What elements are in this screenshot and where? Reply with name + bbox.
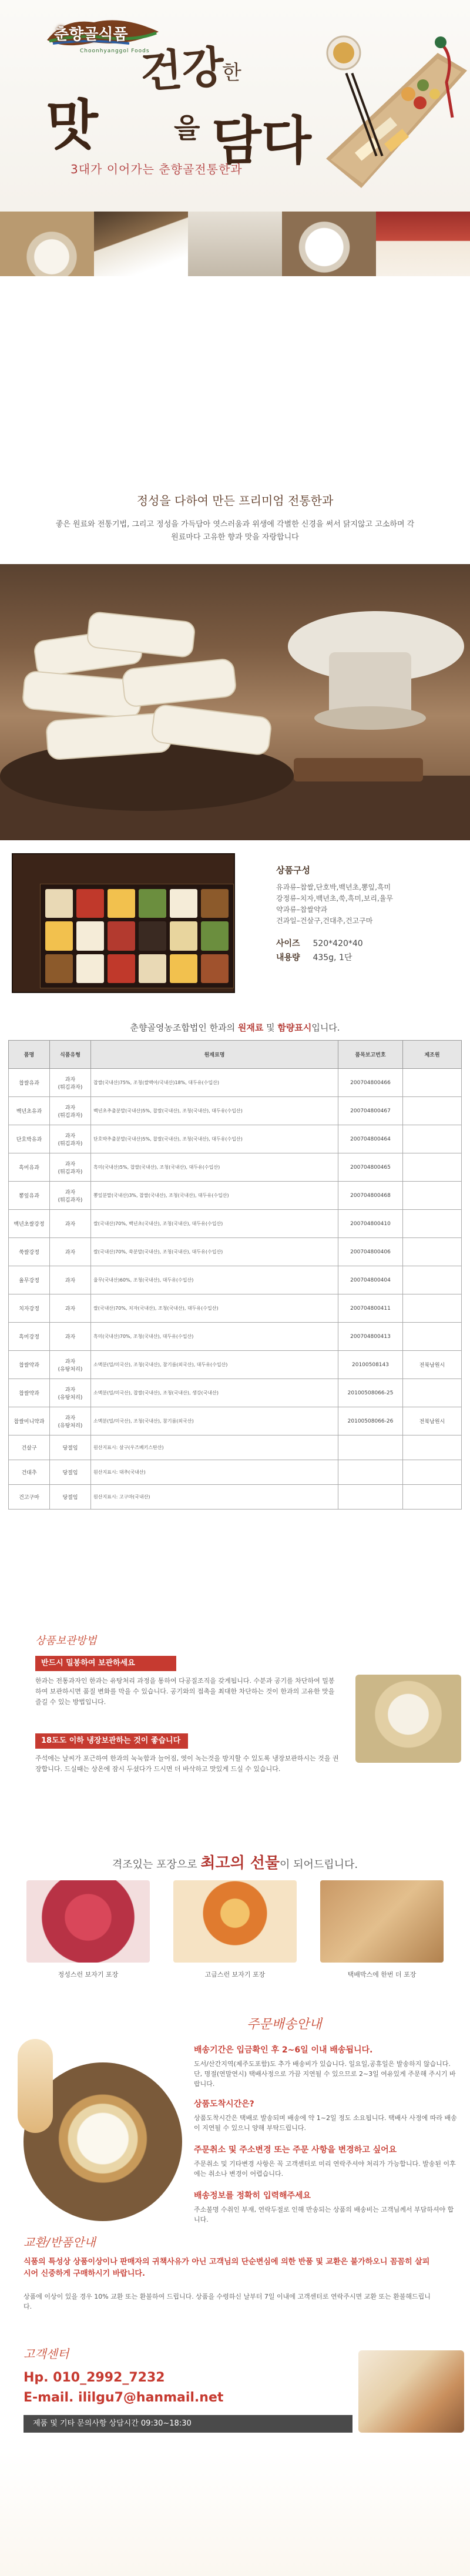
- table-cell: 건고구마: [9, 1485, 50, 1510]
- delivery-block: [194, 2144, 458, 2179]
- wrapping-caption: 고급스런 보자기 포장: [204, 1971, 266, 1978]
- table-cell: 원산지표시: 고구마(국내산): [91, 1485, 338, 1510]
- gift-box-contents: [40, 884, 234, 988]
- table-cell: 흑미유과: [9, 1153, 50, 1182]
- table-cell: [338, 1435, 403, 1460]
- table-cell: 당절임: [50, 1485, 91, 1510]
- table-cell: 흑미(국내산)70%, 조청(국내산), 대두유(수입산): [91, 1323, 338, 1351]
- column-header: 원재료명: [91, 1041, 338, 1069]
- column-header: 품명: [9, 1041, 50, 1069]
- contact-hours-bar: 제품 및 기타 문의사항 상담시간 09:30~18:30: [24, 2415, 352, 2433]
- delivery-block-heading: 배송정보를 정확히 입력해주세요: [194, 2191, 311, 2201]
- table-row: [9, 1351, 462, 1379]
- table-row: [9, 1182, 462, 1210]
- size-value: 520*420*40: [313, 939, 363, 948]
- table-row: [9, 1435, 462, 1460]
- gift-box-image: [12, 853, 235, 993]
- table-cell: [403, 1153, 462, 1182]
- hero-photo-strip: [0, 212, 470, 276]
- contact-section: [0, 2339, 470, 2576]
- column-header: 제조원: [403, 1041, 462, 1069]
- table-cell: 소맥분(밀/미국산), 조청(국내산), 참기름(외국산): [91, 1407, 338, 1435]
- table-cell: 뽕잎유과: [9, 1182, 50, 1210]
- storage-section: [0, 1610, 470, 1998]
- table-cell: 찹쌀유과: [9, 1069, 50, 1097]
- table-cell: 과자 (튀김과자): [50, 1182, 91, 1210]
- delivery-block-text: 주문취소 및 기타변경 사항은 꼭 고객센터로 미리 연락주셔야 처리가 가능합니다. 발송된 이후에는 취소나 변경이 어렵습니다.: [194, 2160, 456, 2178]
- table-cell: 20100508143: [338, 1351, 403, 1379]
- wrapping-title-part: 격조있는 포장으로: [112, 1859, 201, 1871]
- wrapping-image-3: [320, 1880, 444, 1963]
- table-row: [9, 1323, 462, 1351]
- table-row: [9, 1153, 462, 1182]
- column-header: 품목보고번호: [338, 1041, 403, 1069]
- table-cell: [403, 1435, 462, 1460]
- table-row: [9, 1460, 462, 1485]
- table-cell: 찹쌀약과: [9, 1379, 50, 1407]
- storage-label: 상품보관방법: [35, 1635, 97, 1647]
- intro-title: 정성을 다하여 만든 프리미엄 전통한과: [136, 494, 334, 508]
- delivery-block-text: 도서/산간지역(제주도포함)도 추가 배송비가 있습니다. 일요일,공휴일은 발송하지 않습니다. 단, 명절(연말연시) 택배사정으로 가끔 지연될 수 있으므로 2~3일 여유있게 주문해 주시기 바랍니다.: [194, 2060, 456, 2088]
- wrapping-title-highlight: 최고의 선물: [200, 1854, 280, 1872]
- table-row: [9, 1266, 462, 1294]
- table-cell: 건대추: [9, 1460, 50, 1485]
- photo-dough: [188, 212, 282, 276]
- table-cell: 소맥분(밀/미국산), 조청(국내산), 참기름(외국산), 대두유(수입산): [91, 1351, 338, 1379]
- table-cell: 쌀(국내산)70%, 치자(국내산), 조청(국내산), 대두유(수입산): [91, 1294, 338, 1323]
- info-title-part: 입니다.: [311, 1022, 340, 1033]
- table-cell: 건살구: [9, 1435, 50, 1460]
- info-title-highlight: 원재료: [237, 1022, 264, 1033]
- table-cell: 쌀(국내산)70%, 쑥분말(국내산), 조청(국내산), 대두유(수입산): [91, 1238, 338, 1266]
- photo-syrup-pots: [376, 212, 470, 276]
- table-cell: 쑥쌀강정: [9, 1238, 50, 1266]
- stacked-yugwa-image: [0, 564, 470, 840]
- table-cell: [403, 1069, 462, 1097]
- delivery-block-heading: 상품도착시간은?: [194, 2099, 254, 2109]
- wrapping-title: [0, 1851, 470, 1873]
- table-cell: 200704800467: [338, 1097, 403, 1125]
- table-row: [9, 1294, 462, 1323]
- table-cell: 200704800404: [338, 1266, 403, 1294]
- hero-title-word-5: 담다: [212, 110, 312, 171]
- table-cell: 흑미(국내산)5%, 찹쌀(국내산), 조청(국내산), 대두유(수입산): [91, 1153, 338, 1182]
- table-cell: 200704800466: [338, 1069, 403, 1097]
- delivery-block-text: 주소불명 수취인 부재, 연락두절로 인해 반송되는 상품의 배송비는 고객님께서 부담하셔야 합니다.: [194, 2206, 454, 2223]
- table-cell: [403, 1238, 462, 1266]
- table-cell: 단호박유과: [9, 1125, 50, 1153]
- spec-volume: [276, 951, 464, 963]
- table-cell: 당절임: [50, 1435, 91, 1460]
- table-cell: 과자: [50, 1238, 91, 1266]
- hero-title-word-4: 을: [174, 112, 200, 144]
- table-cell: 율무강정: [9, 1266, 50, 1294]
- table-cell: 단호박추출분말(국내산)5%, 찹쌀(국내산), 조청(국내산), 대두유(수입산): [91, 1125, 338, 1153]
- table-cell: 치자강정: [9, 1294, 50, 1323]
- ingredient-info-section: [0, 1011, 470, 1598]
- return-text: 상품에 이상이 있을 경우 10% 교환 또는 환불하여 드립니다. 상품을 수령하신 날부터 7일 이내에 고객센터로 연락주시면 교환 또는 환불해드립니다.: [24, 2293, 431, 2310]
- delivery-heading: 주문배송안내: [247, 2017, 322, 2032]
- table-cell: 쌀(국내산)70%, 백년초(국내산), 조청(국내산), 대두유(수입산): [91, 1210, 338, 1238]
- table-cell: 뽕잎분말(국내산)3%, 찹쌀(국내산), 조청(국내산), 대두유(수입산): [91, 1182, 338, 1210]
- footer-blank: [0, 2450, 470, 2576]
- contact-phone[interactable]: Hp. 010_2992_7232: [24, 2370, 165, 2385]
- table-cell: 소맥분(밀/미국산), 찹쌀(국내산), 조청(국내산), 생강(국내산): [91, 1379, 338, 1407]
- delivery-block-text: 상품도착시간은 택배로 발송되며 배송에 약 1~2일 정도 소요됩니다. 택배사 사정에 따라 배송이 지연될 수 있으니 양해 부탁드립니다.: [194, 2114, 457, 2132]
- spec-item: 유과류–찹쌀,단호박,백년초,뽕잎,흑미: [276, 883, 391, 891]
- spec-item: 강정류–치자,백년초,쑥,흑미,보리,율무: [276, 894, 393, 903]
- storage-text-2: 주석에는 날씨가 포근하여 한과의 눅눅함과 늘어짐, 엿이 녹는것을 방지할 수 있도록 냉장보관하시는 것을 권장합니다. 드실때는 상온에 잠시 두셨다가 드시면 더 바삭하고 맛있게 드실 수 있습니다.: [35, 1755, 339, 1773]
- delivery-block-heading: 배송기간은 입금확인 후 2~6일 이내 배송됩니다.: [194, 2045, 373, 2055]
- column-header: 식품유형: [50, 1041, 91, 1069]
- table-cell: [403, 1379, 462, 1407]
- table-cell: 200704800468: [338, 1182, 403, 1210]
- table-row: [9, 1210, 462, 1238]
- table-cell: 흑미강정: [9, 1323, 50, 1351]
- table-cell: 과자 (튀김과자): [50, 1097, 91, 1125]
- table-cell: 전북남원시: [403, 1351, 462, 1379]
- contact-heading: 고객센터: [24, 2347, 69, 2361]
- table-row: [9, 1069, 462, 1097]
- wrapping-image-1: [26, 1880, 150, 1963]
- delivery-photo-side: [18, 2039, 53, 2133]
- table-cell: 찹쌀약과: [9, 1351, 50, 1379]
- table-cell: [403, 1266, 462, 1294]
- delivery-block: [194, 2098, 458, 2133]
- contact-photo: [358, 2350, 464, 2433]
- table-cell: 과자: [50, 1323, 91, 1351]
- table-row: [9, 1097, 462, 1125]
- hanggwa-tray-image: [320, 29, 470, 200]
- photo-pouring-rice: [94, 212, 188, 276]
- info-title: [0, 1021, 470, 1034]
- table-cell: [338, 1460, 403, 1485]
- table-cell: [403, 1182, 462, 1210]
- storage-text-1: 한과는 전통과자인 한과는 유탕처리 과정을 통하여 다공질조직을 갖게됩니다. 수분과 공기를 차단하여 밀봉하여 보관하시면 품질 변화를 막을 수 있습니다. 공기와의 접촉을 최대한 차단하는 것이 한과의 고유한 맛을 즐길 수 있는 방법입니다.: [35, 1677, 335, 1706]
- table-cell: 과자: [50, 1266, 91, 1294]
- logo-text: 춘향골식품: [54, 26, 128, 43]
- intro-text: 좋은 원료와 전통기법, 그리고 정성을 가득담아 엿스러움과 위생에 각별한 신경을 써서 닭지않고 고소하며 각 원료마다 고유한 향과 맛을 자랑합니다: [55, 520, 415, 542]
- table-cell: 200704800465: [338, 1153, 403, 1182]
- table-cell: 당절임: [50, 1460, 91, 1485]
- delivery-block-heading: 주문취소 및 주소변경 또는 주문 사항을 변경하고 싶어요: [194, 2145, 397, 2155]
- logo-subtext: Choonhyanggol Foods: [80, 48, 150, 54]
- wrapping-title-part: 이 되어드립니다.: [280, 1859, 358, 1871]
- hero-title-word-2: 한: [222, 61, 241, 85]
- table-cell: 과자: [50, 1210, 91, 1238]
- table-cell: 율무(국내산)60%, 조청(국내산), 대두유(수입산): [91, 1266, 338, 1294]
- table-cell: 과자 (튀김과자): [50, 1069, 91, 1097]
- volume-value: 435g, 1단: [313, 953, 352, 962]
- storage-bar-1: 반드시 밀봉하여 보관하세요: [35, 1656, 176, 1671]
- delivery-block: [194, 2044, 458, 2089]
- table-row: [9, 1379, 462, 1407]
- table-cell: 백년초유과: [9, 1097, 50, 1125]
- size-label: 사이즈: [276, 939, 300, 948]
- table-cell: [403, 1485, 462, 1510]
- table-cell: 백년초쌀강정: [9, 1210, 50, 1238]
- spec-item: 건과일–건살구,건대추,건고구마: [276, 917, 373, 925]
- product-spec: [276, 864, 464, 963]
- hero-banner: [0, 0, 470, 276]
- table-cell: 과자 (유탕처리): [50, 1379, 91, 1407]
- table-cell: 20100508066-25: [338, 1379, 403, 1407]
- product-composition: [0, 841, 470, 1011]
- hero-title-word-3: 맛: [46, 93, 97, 157]
- table-cell: [403, 1460, 462, 1485]
- wrapping-caption: 택배박스에 한번 더 포장: [347, 1971, 417, 1978]
- ingredient-table: [8, 1040, 462, 1510]
- hero-subtitle: 3대가 이어가는 춘향골전통한과: [70, 162, 243, 176]
- photo-rice-cake: [282, 212, 376, 276]
- table-cell: [403, 1294, 462, 1323]
- intro-section: [0, 470, 470, 564]
- table-cell: 과자 (튀김과자): [50, 1153, 91, 1182]
- table-cell: 원산지표시: 살구(우즈베키스탄산): [91, 1435, 338, 1460]
- photo-rice-bowl: [0, 212, 94, 276]
- table-cell: 찹쌀(국내산)75%, 조청(쌀맥아/국내산)18%, 대두유(수입산): [91, 1069, 338, 1097]
- info-title-part: 및: [263, 1022, 278, 1033]
- table-row: [9, 1238, 462, 1266]
- table-cell: 백년초추출분말(국내산)5%, 찹쌀(국내산), 조청(국내산), 대두유(수입산): [91, 1097, 338, 1125]
- table-cell: [403, 1323, 462, 1351]
- table-cell: 200704800411: [338, 1294, 403, 1323]
- spec-item: 약과류–찹쌀약과: [276, 905, 328, 914]
- table-cell: 전북남원시: [403, 1407, 462, 1435]
- table-cell: [338, 1485, 403, 1510]
- contact-email[interactable]: E-mail. ililgu7@hanmail.net: [24, 2390, 224, 2405]
- spec-size: [276, 937, 464, 949]
- storage-bar-2: 18도도 이하 냉장보관하는 것이 좋습니다: [35, 1733, 188, 1749]
- volume-label: 내용량: [276, 953, 300, 962]
- table-cell: 과자 (유탕처리): [50, 1407, 91, 1435]
- table-cell: 200704800464: [338, 1125, 403, 1153]
- table-cell: 200704800413: [338, 1323, 403, 1351]
- table-row: [9, 1125, 462, 1153]
- table-cell: 과자: [50, 1294, 91, 1323]
- spec-heading: 상품구성: [276, 865, 310, 876]
- table-row: [9, 1407, 462, 1435]
- storage-photo: [355, 1675, 461, 1763]
- table-cell: [403, 1125, 462, 1153]
- info-title-highlight: 함량표시: [277, 1022, 312, 1033]
- table-cell: [403, 1210, 462, 1238]
- wrapping-image-2: [173, 1880, 297, 1963]
- table-header-row: [9, 1041, 462, 1069]
- table-cell: 원산지표시: 대추(국내산): [91, 1460, 338, 1485]
- table-cell: 찹쌀미니약과: [9, 1407, 50, 1435]
- hero-title-word-1: 건강: [138, 42, 226, 98]
- return-notice: 식품의 특성상 상품이상이나 판매자의 귀책사유가 아닌 고객님의 단순변심에 의한 반품 및 교환은 불가하오니 꼼꼼히 살피시어 신중하게 구매하시기 바랍니다.: [24, 2258, 430, 2278]
- table-row: [9, 1485, 462, 1510]
- table-cell: 과자 (튀김과자): [50, 1125, 91, 1153]
- wrapping-caption: 정성스런 보자기 포장: [58, 1971, 119, 1978]
- delivery-section: [0, 1998, 470, 2339]
- hanggwa-photo: [0, 564, 470, 840]
- table-cell: [403, 1097, 462, 1125]
- info-title-part: 춘향골영농조합법인 한과의: [130, 1022, 238, 1033]
- delivery-block: [194, 2189, 458, 2225]
- table-cell: 과자 (유탕처리): [50, 1351, 91, 1379]
- table-cell: 200704800410: [338, 1210, 403, 1238]
- table-cell: 20100508066-26: [338, 1407, 403, 1435]
- return-heading: 교환/반품안내: [24, 2235, 96, 2249]
- table-cell: 200704800406: [338, 1238, 403, 1266]
